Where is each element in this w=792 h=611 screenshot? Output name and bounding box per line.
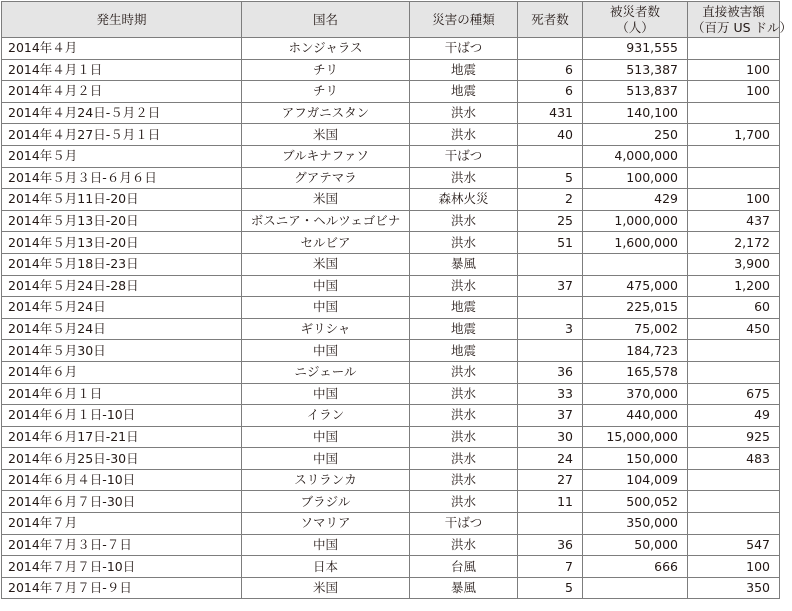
cell-date: 2014年４月 xyxy=(2,38,242,60)
cell-affected xyxy=(583,253,688,275)
cell-damage: 1,700 xyxy=(688,124,780,146)
table-row xyxy=(2,556,780,578)
cell-country: チリ xyxy=(242,59,410,81)
disaster-table xyxy=(1,1,792,599)
cell-damage: 675 xyxy=(688,383,780,405)
cell-affected: 4,000,000 xyxy=(583,145,688,167)
table-row xyxy=(2,426,780,448)
cell-country: 中国 xyxy=(242,297,410,319)
cell-disaster-type: 地震 xyxy=(410,297,518,319)
cell-country: イラン xyxy=(242,405,410,427)
cell-deaths: 6 xyxy=(518,81,583,103)
cell-country: 米国 xyxy=(242,124,410,146)
cell-affected: 104,009 xyxy=(583,469,688,491)
cell-deaths: 5 xyxy=(518,167,583,189)
cell-affected: 1,000,000 xyxy=(583,210,688,232)
cell-disaster-type: 台風 xyxy=(410,556,518,578)
cell-date: 2014年５月３日-６月６日 xyxy=(2,167,242,189)
cell-deaths xyxy=(518,253,583,275)
cell-date: 2014年５月13日-20日 xyxy=(2,210,242,232)
cell-damage: 350 xyxy=(688,577,780,599)
cell-affected: 75,002 xyxy=(583,318,688,340)
cell-damage: 925 xyxy=(688,426,780,448)
cell-country: 日本 xyxy=(242,556,410,578)
cell-affected xyxy=(583,577,688,599)
header-affected xyxy=(583,2,688,38)
cell-date: 2014年６月７日-30日 xyxy=(2,491,242,513)
cell-country: 中国 xyxy=(242,448,410,470)
cell-date: 2014年６月17日-21日 xyxy=(2,426,242,448)
cell-country: 中国 xyxy=(242,383,410,405)
cell-country: 中国 xyxy=(242,426,410,448)
cell-damage xyxy=(688,340,780,362)
cell-affected: 513,837 xyxy=(583,81,688,103)
table-row xyxy=(2,469,780,491)
cell-country: ニジェール xyxy=(242,361,410,383)
cell-affected: 513,387 xyxy=(583,59,688,81)
cell-date: 2014年５月24日 xyxy=(2,318,242,340)
table-row xyxy=(2,534,780,556)
cell-damage: 2,172 xyxy=(688,232,780,254)
cell-affected: 50,000 xyxy=(583,534,688,556)
table-body xyxy=(2,38,780,599)
cell-deaths xyxy=(518,297,583,319)
cell-deaths xyxy=(518,513,583,535)
header-date: 発生時期 xyxy=(2,2,242,38)
table-row xyxy=(2,59,780,81)
table-row xyxy=(2,232,780,254)
cell-disaster-type: 洪水 xyxy=(410,491,518,513)
cell-damage xyxy=(688,102,780,124)
cell-damage: 3,900 xyxy=(688,253,780,275)
cell-disaster-type: 干ばつ xyxy=(410,513,518,535)
cell-damage xyxy=(688,513,780,535)
cell-affected: 931,555 xyxy=(583,38,688,60)
cell-damage xyxy=(688,361,780,383)
table-row xyxy=(2,102,780,124)
table-row xyxy=(2,383,780,405)
cell-affected: 15,000,000 xyxy=(583,426,688,448)
table-row xyxy=(2,513,780,535)
cell-disaster-type: 洪水 xyxy=(410,167,518,189)
cell-country: ギリシャ xyxy=(242,318,410,340)
cell-disaster-type: 洪水 xyxy=(410,275,518,297)
table-row xyxy=(2,210,780,232)
cell-date: 2014年６月１日 xyxy=(2,383,242,405)
cell-disaster-type: 地震 xyxy=(410,340,518,362)
cell-affected: 475,000 xyxy=(583,275,688,297)
cell-country: ホンジャラス xyxy=(242,38,410,60)
cell-damage: 547 xyxy=(688,534,780,556)
cell-date: 2014年６月４日-10日 xyxy=(2,469,242,491)
cell-date: 2014年６月25日-30日 xyxy=(2,448,242,470)
cell-damage: 450 xyxy=(688,318,780,340)
cell-deaths: 36 xyxy=(518,534,583,556)
cell-date: 2014年５月18日-23日 xyxy=(2,253,242,275)
cell-damage xyxy=(688,491,780,513)
cell-damage xyxy=(688,167,780,189)
cell-date: 2014年４月24日-５月２日 xyxy=(2,102,242,124)
cell-deaths: 2 xyxy=(518,189,583,211)
cell-country: ソマリア xyxy=(242,513,410,535)
cell-country: ボスニア・ヘルツェゴビナ xyxy=(242,210,410,232)
table-row xyxy=(2,189,780,211)
cell-disaster-type: 洪水 xyxy=(410,426,518,448)
cell-date: 2014年５月 xyxy=(2,145,242,167)
cell-country: スリランカ xyxy=(242,469,410,491)
table-row xyxy=(2,81,780,103)
cell-disaster-type: 洪水 xyxy=(410,232,518,254)
header-deaths: 死者数 xyxy=(518,2,583,38)
cell-country: 米国 xyxy=(242,189,410,211)
table-header xyxy=(2,2,792,38)
cell-deaths: 51 xyxy=(518,232,583,254)
cell-disaster-type: 暴風 xyxy=(410,577,518,599)
cell-deaths: 7 xyxy=(518,556,583,578)
table-row xyxy=(2,405,780,427)
cell-date: 2014年７月３日-７日 xyxy=(2,534,242,556)
header-damage-line1: 直接被害額 xyxy=(702,3,765,19)
cell-disaster-type: 洪水 xyxy=(410,102,518,124)
table-row xyxy=(2,167,780,189)
table-row xyxy=(2,340,780,362)
cell-affected: 500,052 xyxy=(583,491,688,513)
cell-damage: 49 xyxy=(688,405,780,427)
cell-date: 2014年５月11日-20日 xyxy=(2,189,242,211)
cell-date: 2014年４月２日 xyxy=(2,81,242,103)
cell-disaster-type: 洪水 xyxy=(410,361,518,383)
cell-affected: 429 xyxy=(583,189,688,211)
cell-date: 2014年７月 xyxy=(2,513,242,535)
table-row xyxy=(2,124,780,146)
cell-disaster-type: 地震 xyxy=(410,59,518,81)
cell-damage: 483 xyxy=(688,448,780,470)
cell-country: ブルキナファソ xyxy=(242,145,410,167)
cell-date: 2014年５月24日-28日 xyxy=(2,275,242,297)
table-row xyxy=(2,253,780,275)
cell-deaths: 24 xyxy=(518,448,583,470)
cell-country: グアテマラ xyxy=(242,167,410,189)
cell-date: 2014年６月 xyxy=(2,361,242,383)
header-type: 災害の種類 xyxy=(410,2,518,38)
cell-date: 2014年７月７日-10日 xyxy=(2,556,242,578)
cell-country: ブラジル xyxy=(242,491,410,513)
cell-damage: 60 xyxy=(688,297,780,319)
cell-affected: 250 xyxy=(583,124,688,146)
cell-deaths: 37 xyxy=(518,405,583,427)
cell-affected: 100,000 xyxy=(583,167,688,189)
cell-damage: 100 xyxy=(688,556,780,578)
table-row xyxy=(2,361,780,383)
cell-affected: 225,015 xyxy=(583,297,688,319)
cell-country: 中国 xyxy=(242,275,410,297)
cell-disaster-type: 暴風 xyxy=(410,253,518,275)
header-damage-line2: （百万 US ドル） xyxy=(692,19,792,35)
cell-deaths: 27 xyxy=(518,469,583,491)
cell-affected: 1,600,000 xyxy=(583,232,688,254)
cell-disaster-type: 森林火災 xyxy=(410,189,518,211)
header-country: 国名 xyxy=(242,2,410,38)
cell-country: 中国 xyxy=(242,534,410,556)
cell-disaster-type: 洪水 xyxy=(410,405,518,427)
cell-disaster-type: 洪水 xyxy=(410,469,518,491)
cell-disaster-type: 洪水 xyxy=(410,534,518,556)
cell-damage xyxy=(688,469,780,491)
table-row xyxy=(2,145,780,167)
cell-disaster-type: 洪水 xyxy=(410,448,518,470)
cell-affected: 184,723 xyxy=(583,340,688,362)
cell-deaths: 40 xyxy=(518,124,583,146)
cell-damage: 100 xyxy=(688,59,780,81)
cell-disaster-type: 干ばつ xyxy=(410,145,518,167)
table-row xyxy=(2,577,780,599)
cell-disaster-type: 地震 xyxy=(410,81,518,103)
table-row xyxy=(2,318,780,340)
cell-damage xyxy=(688,145,780,167)
cell-damage: 1,200 xyxy=(688,275,780,297)
cell-country: セルビア xyxy=(242,232,410,254)
cell-country: 米国 xyxy=(242,577,410,599)
cell-affected: 165,578 xyxy=(583,361,688,383)
cell-deaths: 431 xyxy=(518,102,583,124)
cell-date: 2014年５月24日 xyxy=(2,297,242,319)
table-row xyxy=(2,38,780,60)
cell-affected: 150,000 xyxy=(583,448,688,470)
cell-date: 2014年４月27日-５月１日 xyxy=(2,124,242,146)
cell-damage: 100 xyxy=(688,81,780,103)
table-row xyxy=(2,491,780,513)
cell-disaster-type: 地震 xyxy=(410,318,518,340)
cell-deaths xyxy=(518,340,583,362)
table-row xyxy=(2,448,780,470)
cell-deaths: 37 xyxy=(518,275,583,297)
cell-deaths: 25 xyxy=(518,210,583,232)
cell-damage: 437 xyxy=(688,210,780,232)
cell-deaths: 30 xyxy=(518,426,583,448)
cell-deaths: 3 xyxy=(518,318,583,340)
cell-date: 2014年６月１日-10日 xyxy=(2,405,242,427)
cell-damage: 100 xyxy=(688,189,780,211)
cell-disaster-type: 洪水 xyxy=(410,383,518,405)
cell-affected: 440,000 xyxy=(583,405,688,427)
cell-date: 2014年５月30日 xyxy=(2,340,242,362)
cell-country: 中国 xyxy=(242,340,410,362)
cell-affected: 666 xyxy=(583,556,688,578)
cell-deaths: 33 xyxy=(518,383,583,405)
header-damage xyxy=(688,2,792,38)
cell-date: 2014年５月13日-20日 xyxy=(2,232,242,254)
cell-disaster-type: 洪水 xyxy=(410,210,518,232)
cell-affected: 140,100 xyxy=(583,102,688,124)
cell-country: 米国 xyxy=(242,253,410,275)
cell-disaster-type: 干ばつ xyxy=(410,38,518,60)
cell-deaths: 6 xyxy=(518,59,583,81)
cell-damage xyxy=(688,38,780,60)
cell-deaths: 11 xyxy=(518,491,583,513)
header-affected-line1: 被災者数 xyxy=(609,3,660,19)
cell-disaster-type: 洪水 xyxy=(410,124,518,146)
cell-affected: 370,000 xyxy=(583,383,688,405)
cell-deaths xyxy=(518,38,583,60)
cell-date: 2014年７月７日-９日 xyxy=(2,577,242,599)
header-row xyxy=(2,2,780,38)
table-row xyxy=(2,275,780,297)
cell-country: チリ xyxy=(242,81,410,103)
cell-deaths: 36 xyxy=(518,361,583,383)
cell-affected: 350,000 xyxy=(583,513,688,535)
cell-country: アフガニスタン xyxy=(242,102,410,124)
cell-deaths xyxy=(518,145,583,167)
cell-date: 2014年４月１日 xyxy=(2,59,242,81)
header-affected-line2: （人） xyxy=(616,19,654,35)
table-row xyxy=(2,297,780,319)
cell-deaths: 5 xyxy=(518,577,583,599)
